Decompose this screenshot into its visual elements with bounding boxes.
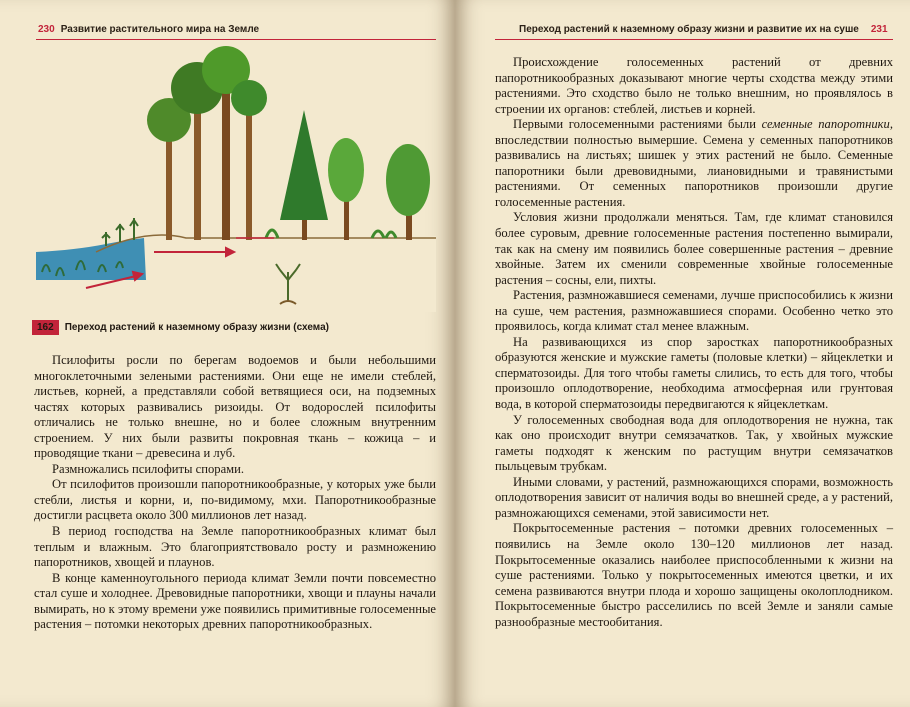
left-running-head — [38, 24, 259, 35]
deciduous-tree-icon — [328, 138, 430, 240]
paragraph-end: впоследствии полностью вымершие. Семена у семенных папоротников развивались на листьях; шишек у этих растений не было. Семенные папоротники были древовидными, лиановидными и травянистыми растениями. От семенных папоротников произошли другие голосеменные растения. — [495, 132, 893, 209]
paragraph: Растения, размножавшиеся семенами, лучше приспособились к жизни на суше, чем растения, размножавшиеся спорами. Особенно четко это проявилось, когда климат стал менее влажным. — [495, 288, 893, 334]
paragraph-start: Первыми голосеменными растениями были — [513, 117, 762, 132]
figure-caption-text: Переход растений к наземному образу жизни (схема) — [64, 322, 329, 333]
left-body-text — [34, 353, 436, 633]
paragraph: В период господства на Земле папоротникообразных климат был теплым и влажным. Это благоприятствовало росту и размножению папоротников, хвощей и плаунов. — [34, 524, 436, 570]
paragraph: На развивающихся из спор заростках папоротникообразных образуются женские и мужские гаметы (половые клетки) – яйцеклетки и сперматозоиды. Для того чтобы гаметы слились, то есть для того, чтобы произошло оплодотворение, необходима атмосферная или грунтовая вода, в которой сперматозоиды передвигаются к яйцеклеткам. — [495, 334, 893, 412]
figure-caption — [32, 320, 329, 335]
right-running-head-title: Переход растений к наземному образу жизни и развитие их на суше — [519, 24, 859, 35]
left-running-head-title: Развитие растительного мира на Земле — [60, 24, 260, 35]
conifer-icon — [280, 110, 328, 240]
paragraph: Происхождение голосеменных растений от древних папоротникообразных доказывают многие черты сходства между этими растениями. Это сходство было не только внешним, но проявлялось в строении их органов: стеблей, листьев и корней. — [495, 55, 893, 116]
paragraph: Псилофиты росли по берегам водоемов и были небольшими многоклеточными зелеными растениями. Они еще не имели стеблей, листьев, корней, а представляли собой ветвящиеся оси, на подземных частях которых развивались ризоиды. От водорослей псилофиты отличались не только внешне, но и более сложным внутренним строением. У них были развиты покровная ткань – кожица – и проводящие ткани – древесина и луб. — [34, 353, 436, 461]
paragraph: У голосеменных свободная вода для оплодотворения не нужна, так как оно происходит внутри семязачатков. Так, у хвойных мужские гаметы подходят к женским по растущим внутри семязачатков пыльцевым трубкам. — [495, 412, 893, 474]
water-icon — [36, 238, 146, 280]
right-header-rule — [495, 39, 893, 40]
right-page — [455, 0, 910, 707]
paragraph: Размножались псилофиты спорами. — [52, 461, 245, 476]
paragraph: Покрытосеменные растения – потомки древних голосеменных – появились на Земле около 130–120 миллионов лет назад. Покрытосеменные оказались наиболее приспособленными к жизни на суше растениями. Только у покрытосеменных имеются цветки, и их семена развиваются внутри плода и хорошо защищены околоплодником. Покрытосеменные быстро расселились по всей Земле и заняли самые разнообразные местообитания. — [495, 521, 893, 629]
right-page-number: 231 — [870, 24, 888, 35]
paragraph: От псилофитов произошли папоротникообразные, у которых уже были стебли, листья и корни, и, по-видимому, мхи. Папоротникообразные достигли расцвета около 300 миллионов лет назад. — [34, 477, 436, 523]
left-page-number: 230 — [38, 24, 55, 35]
figure-number: 162 — [32, 320, 59, 335]
paragraph — [495, 117, 893, 210]
paragraph: Условия жизни продолжали меняться. Там, где климат становился более суровым, древние голосеменные растения постепенно вымирали, так как на смену им появились более совершенные растения – древние хвойные. Затем их сменили современные хвойные голосеменные растения – сосны, ели, пихты. — [495, 210, 893, 287]
right-body-text — [495, 55, 893, 630]
right-running-head — [519, 24, 888, 35]
tree-fern-icon — [147, 46, 267, 240]
figure-plant-transition — [36, 40, 436, 312]
term-seed-ferns: семенные папоротники, — [761, 117, 893, 132]
paragraph: Иными словами, у растений, размножающихся спорами, возможность оплодотворения зависит от наличия воды во внешней среде, а у растений, размножающихся семенами, этой зависимости нет. — [495, 474, 893, 520]
paragraph: В конце каменноугольного периода климат Земли почти повсеместно стал суше и холоднее. Древовидные папоротники, хвощи и плауны начали вымирать, но к этому времени уже появились примитивные голосеменные растения – потомки некоторых древних папоротникообразных. — [34, 570, 436, 632]
